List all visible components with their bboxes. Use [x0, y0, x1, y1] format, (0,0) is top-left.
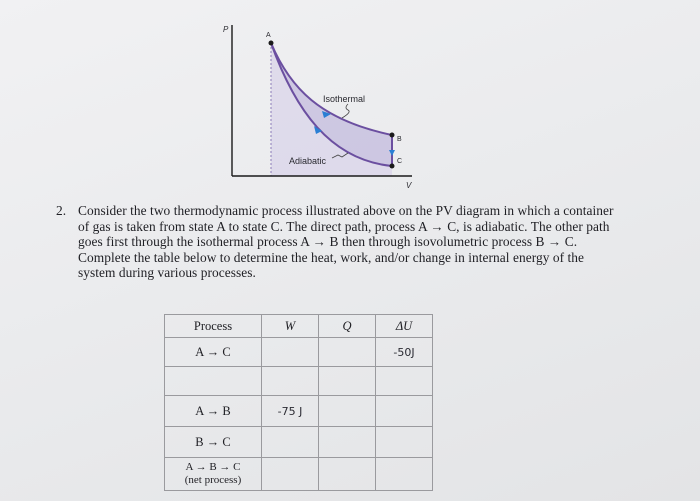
- cell-q-a-b[interactable]: [319, 396, 376, 427]
- cell-process-a-c: A → C: [165, 338, 262, 367]
- question-text: Consider the two thermodynamic process illustrated above on the PV diagram in which a container of gas is taken from state A to state C. The direct path, process A → C, is adiabatic. The other path goes first through the isothermal process A → B then through isovolumetric process B → C. Complete the table below to determine the heat, work, and/or change in internal energy of the system during various processes.: [78, 203, 614, 281]
- cell-process-b-c: B → C: [165, 427, 262, 458]
- adiabatic-label: Adiabatic: [289, 156, 327, 166]
- table-row-a-b: [165, 396, 433, 427]
- header-w: W: [262, 315, 319, 338]
- cell-w-net[interactable]: [262, 458, 319, 491]
- table-header-row: [165, 315, 433, 338]
- cell-du-net[interactable]: [376, 458, 433, 491]
- isothermal-pointer: [342, 104, 349, 118]
- cell-q-b-c[interactable]: [319, 427, 376, 458]
- header-process: Process: [165, 315, 262, 338]
- x-axis-label: V: [406, 181, 412, 190]
- cell-process-net: [165, 458, 262, 491]
- point-c-dot: [390, 164, 395, 169]
- table-row-a-b-c: [165, 458, 433, 491]
- cell-blank: [376, 367, 433, 396]
- header-q: Q: [319, 315, 376, 338]
- cell-blank: [319, 367, 376, 396]
- point-a-label: A: [266, 32, 271, 39]
- table-row-b-c: [165, 427, 433, 458]
- header-du: ΔU: [376, 315, 433, 338]
- table-row-a-c: [165, 338, 433, 367]
- question-block: [56, 203, 616, 281]
- table-row-blank: [165, 367, 433, 396]
- cell-blank: [165, 367, 262, 396]
- point-b-label: B: [397, 136, 402, 143]
- cell-blank: [262, 367, 319, 396]
- cell-process-a-b: A → B: [165, 396, 262, 427]
- net-process-note: (net process): [184, 474, 242, 486]
- cell-du-b-c[interactable]: [376, 427, 433, 458]
- cell-q-net[interactable]: [319, 458, 376, 491]
- cell-w-a-b[interactable]: -75 J: [262, 396, 319, 427]
- point-a-dot: [269, 41, 274, 46]
- cell-w-b-c[interactable]: [262, 427, 319, 458]
- point-c-label: C: [397, 158, 403, 165]
- energy-table: [164, 314, 433, 491]
- question-number: 2.: [56, 203, 67, 218]
- cell-q-a-c[interactable]: [319, 338, 376, 367]
- isothermal-label: Isothermal: [323, 94, 366, 104]
- net-process-label: A → B → C: [185, 461, 241, 473]
- pv-diagram: [0, 0, 700, 200]
- cell-w-a-c[interactable]: [262, 338, 319, 367]
- cell-du-a-b[interactable]: [376, 396, 433, 427]
- y-axis-label: P: [223, 25, 229, 34]
- point-b-dot: [390, 133, 395, 138]
- cell-du-a-c[interactable]: -50J: [376, 338, 433, 367]
